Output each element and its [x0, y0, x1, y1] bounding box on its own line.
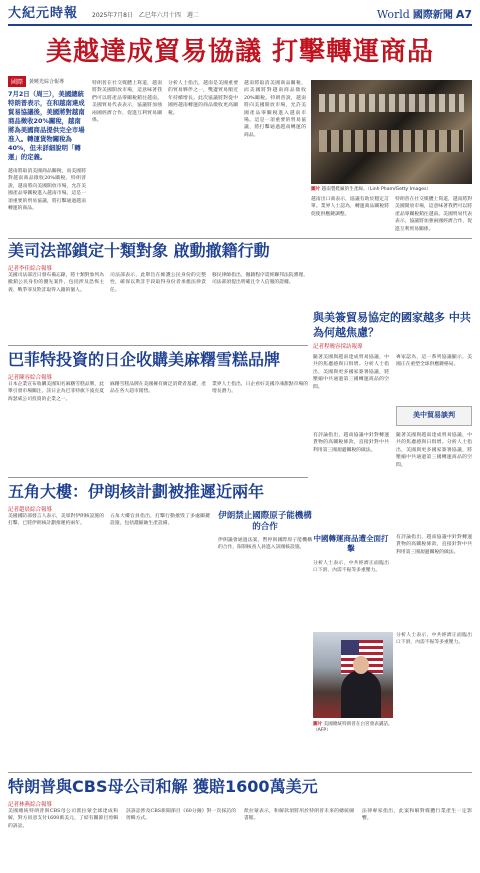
- sidebar-inset: [313, 534, 389, 554]
- story-body-col: 該訴訟涉及CBS新聞節目《60分鐘》對一次採訪的剪輯方式。: [126, 809, 236, 822]
- divider: [8, 345, 308, 346]
- sidebar-body-col: 有評論指出，越南協議中針對轉運貨物的高關稅條款，直接針對中共利用第三國規避關稅的做法。: [396, 535, 472, 555]
- sidebar-photo-caption: 圖片 美國總統特朗普在白宮發表講話。（AFP）: [313, 722, 393, 733]
- story-headline: 特朗普與CBS母公司和解 獲賠1600萬美元: [8, 777, 318, 796]
- story-mochi: [8, 349, 308, 402]
- story-body-col: 美國總統特朗普與CBS母公司派拉蒙全球達成和解，對方同意支付1600萬美元，了結有關節目剪輯的訴訟。: [8, 809, 118, 829]
- story-body-col: 麻糬雪糕品牌在美國擁有廣泛消費者基礎，產品在各大超市銷售。: [110, 382, 206, 395]
- divider: [8, 772, 472, 773]
- lead-body-col: 分析人士指出，越南是美國重要的貿易夥伴之一，雙邊貿易額近年持續增長。此次協議將對從中國經越南轉運的商品徵收更高關稅。: [168, 81, 238, 116]
- sidebar-box: 美中貿易談判: [396, 406, 472, 426]
- lead-body-col: 特朗普在社交媒體上寫道，越南將對美國開放市場，這意味著我們可以將產品零關稅銷往越南。美國貿易代表表示，協議將加強兩國經濟合作，促進互利貿易關係。: [92, 81, 162, 124]
- sidebar-body-col: 有評論指出，越南協議中針對轉運貨物的高關稅條款，直接針對中共利用第三國規避關稅的做法。: [313, 433, 389, 453]
- story-byline: 記者林燕綜合報導: [8, 802, 53, 808]
- lead-paragraph: 7月2日（周三），美國總統特朗普表示，在和越南達成貿易協議後，美國將對越南商品徵收20%關稅，越南將為美國商品提供完全市場准入。轉運貨物關稅為40%，但未詳細說明「轉運」的定義。: [8, 90, 85, 161]
- newspaper-logo: 大紀元時報: [8, 6, 79, 21]
- story-body-col: 美國國防部發言人表示，美軍對伊朗核設施的打擊，已將伊朗核計劃推遲約兩年。: [8, 514, 104, 527]
- story-body-col: 五角大樓官員指出，打擊行動摧毀了多處關鍵設施，包括濃縮鈾生產設備。: [110, 514, 210, 527]
- shoe-factory-photo: [311, 80, 472, 184]
- page-number: A7: [455, 8, 472, 21]
- sidebar-story: [313, 240, 472, 733]
- section-tag: 國際: [8, 76, 26, 87]
- lead-body-col: 越南出口商表示，協議有助於穩定訂單。業界人士認為，轉運商品關稅將促使供應鏈調整。: [311, 197, 389, 217]
- dateline: 2025年7月8日 乙巳年六月十四 週二: [92, 12, 199, 19]
- lead-body-col: 越南將取消美國商品關稅，而美國將對越南商品徵收20%關稅。特朗普說，越南將向美國開放市場，允許美國產品零關稅進入越南市場。這是一項重要的貿易協議，將打擊通過越南轉運的商品。: [244, 81, 306, 138]
- story-headline: 五角大樓：伊朗核計劃被推遲近兩年: [8, 482, 265, 501]
- story-body-col: 日本企業宣布收購美國知名麻糬雪糕品牌，此舉引發市場關注。該日企為巴菲特旗下波克夏海瑟威公司投資的企業之一。: [8, 382, 104, 402]
- story-cbs: [8, 776, 472, 829]
- lead-headline: 美越達成貿易協議 打擊轉運商品: [45, 37, 435, 67]
- lead-byline: 黃曉光綜合報導: [29, 78, 65, 85]
- lead-story: [8, 76, 472, 236]
- photo-caption: 圖片 越南製鞋廠的生產線。（Linh Pham/Getty Images）: [311, 187, 432, 192]
- sidebar-body-col: 分析人士表示，中共經濟正面臨出口下滑、內需不振等多重壓力。: [396, 633, 472, 646]
- lead-body-col: 特朗普在社交媒體上寫道，越南將對美國開放市場，這意味著我們可以將產品零關稅銷往越南。美國貿易代表表示，協議將加強兩國經濟合作，促進互利貿易關係。: [395, 197, 472, 232]
- story-body-col: 移民律師指出，撤籍程序需經聯邦法院審理，司法部須提出明確且令人信服的證據。: [212, 273, 308, 286]
- story-body-col: 業界人士指出，日企看好美國冷凍甜點市場的增長潛力。: [212, 382, 308, 395]
- sidebar-body-col: 隨著美國與越南達成貿易協議，中共的焦慮感與日俱增。分析人士指出，美國與更多國家簽署協議，將壓縮中共通過第三國轉運商品的空間。: [396, 433, 472, 468]
- divider: [8, 477, 308, 478]
- masthead: [8, 4, 472, 26]
- trump-speech-photo: [313, 632, 393, 718]
- inset-body: 伊朗議會通過法案，暫停與國際原子能機構的合作，限制核查人員進入該國核設施。: [218, 538, 312, 551]
- sidebar-body-col: 隨著美國與越南達成貿易協議，中共的焦慮感與日俱增。分析人士指出，美國與更多國家簽署協議，將壓縮中共通過第三國轉運商品的空間。: [313, 355, 389, 390]
- story-body-col: 美國司法部近日發布備忘錄，將十類對象列為撤銷公民身份的優先案件，包括涉及恐怖主義、戰爭罪及欺詐取得入籍的個人。: [8, 273, 104, 293]
- story-body-col: 派拉蒙表示，和解款項將用於特朗普未來的總統圖書館。: [244, 809, 354, 822]
- story-body-col: 司法部表示，此舉旨在維護公民身份的完整性，確保以欺詐手段取得身份者承擔法律責任。: [110, 273, 206, 293]
- story-headline: 美司法部鎖定十類對象 啟動撤籍行動: [8, 241, 270, 260]
- sidebar-body-col: 專家認為，這一系列協議顯示，美國正在重塑全球供應鏈格局。: [396, 355, 472, 368]
- divider: [8, 238, 472, 239]
- section-name-zh: 國際新聞: [412, 10, 453, 21]
- sidebar-inset-headline: 中國轉運商品遭全面打擊: [313, 534, 389, 553]
- lead-body-col: 越南將取消美國商品關稅，而美國將對越南商品徵收20%關稅。特朗普說，越南將向美國開放市場，允許美國產品零關稅進入越南市場。這是一項重要的貿易協議，將打擊通過越南轉運的商品。: [8, 169, 86, 212]
- sidebar-byline: 記者程曉容採訪報導: [313, 344, 363, 350]
- story-denaturalization: [8, 240, 308, 293]
- section-label: [377, 6, 472, 21]
- section-name-en: World: [376, 8, 410, 21]
- story-headline: 巴菲特投資的日企收購美麻糬雪糕品牌: [8, 350, 281, 369]
- sidebar-body-col: 分析人士表示，中共經濟正面臨出口下滑、內需不振等多重壓力。: [313, 561, 389, 574]
- story-byline: 記者李佳綜合報導: [8, 266, 53, 272]
- inset-headline: 伊朗禁止國際原子能機構的合作: [218, 511, 312, 532]
- story-iran: [8, 481, 312, 551]
- iran-inset: [218, 511, 312, 707]
- sidebar-headline: 與美簽貿易協定的國家越多 中共為何越焦慮？: [313, 311, 471, 339]
- story-byline: 記者陳容綜合報導: [8, 375, 53, 381]
- story-body-col: 法律專家指出，此案和解對媒體行業產生一定影響。: [362, 809, 472, 822]
- story-byline: 記者趙晨綜合報導: [8, 507, 53, 513]
